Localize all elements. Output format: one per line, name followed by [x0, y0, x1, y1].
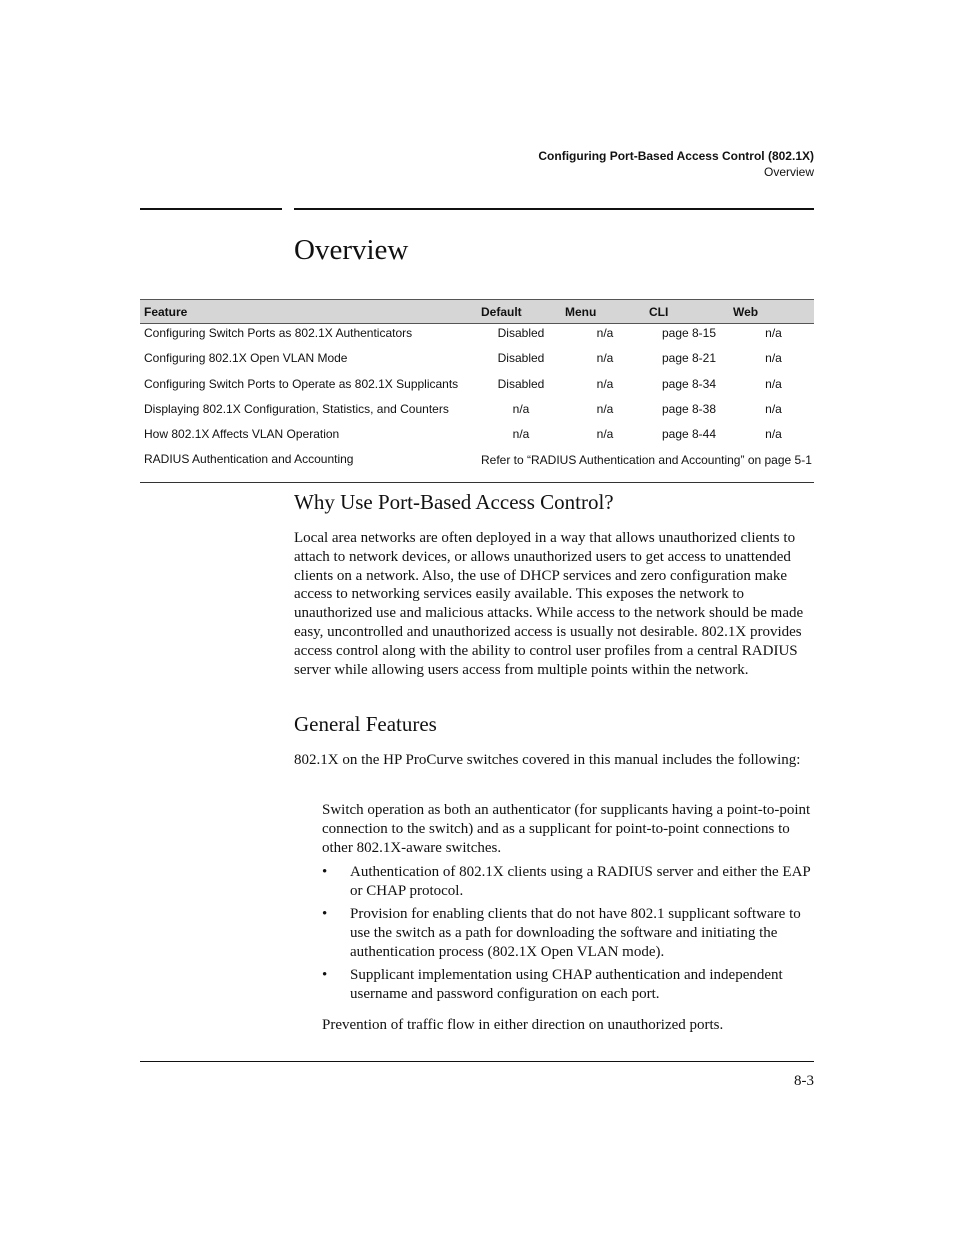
menu-cell: n/a	[596, 376, 614, 391]
cli-cell: page 8-44	[661, 427, 717, 442]
menu-cell: n/a	[596, 401, 614, 416]
feature-table	[140, 299, 814, 483]
bullet-icon: •	[322, 966, 328, 983]
default-cell: Disabled	[497, 326, 545, 340]
bullet-icon: •	[322, 864, 328, 880]
general-features-intro: 802.1X on the HP ProCurve switches covered in this manual includes the following:	[294, 752, 801, 768]
switch-operation-paragraph: Switch operation as both an authenticator (for supplicants having a point-to-point connection to the switch) and as a supplicant for point-to-point connections to other 802.1X-aware switches.	[322, 802, 811, 856]
web-cell: n/a	[765, 326, 782, 340]
chapter-title: Configuring Port-Based Access Control (802.1X)	[538, 149, 814, 163]
default-cell: n/a	[512, 401, 530, 416]
general-features-heading: General Features	[294, 712, 437, 736]
feature-cell: Configuring Switch Ports to Operate as 802.1X Supplicants	[144, 376, 459, 391]
list-item	[322, 905, 816, 961]
running-header	[538, 148, 814, 180]
feature-cell: How 802.1X Affects VLAN Operation	[144, 427, 340, 442]
cli-cell: page 8-38	[661, 401, 717, 416]
list-item-text: Supplicant implementation using CHAP authentication and independent username and password configuration on each port.	[350, 966, 783, 1002]
footer-rule	[140, 1061, 814, 1062]
default-cell: n/a	[512, 427, 530, 442]
feature-cell: Configuring 802.1X Open VLAN Mode	[144, 351, 348, 366]
table-row	[140, 450, 814, 482]
list-item-text: Authentication of 802.1X clients using a RADIUS server and either the EAP or CHAP protocol.	[350, 864, 811, 899]
table-row	[140, 349, 814, 374]
table-row	[140, 425, 814, 450]
web-cell: n/a	[765, 401, 782, 416]
feature-cell: Displaying 802.1X Configuration, Statistics, and Counters	[144, 401, 449, 416]
list-item-text: Provision for enabling clients that do not have 802.1 supplicant software to use the switch as a path for downloading the software and initiating the authentication process (802.1X Open VLAN mode).	[350, 906, 801, 960]
menu-cell: n/a	[596, 427, 614, 442]
cli-cell: page 8-34	[661, 376, 717, 391]
list-item	[322, 863, 816, 901]
web-cell: n/a	[765, 376, 782, 391]
column-header-cli: CLI	[645, 300, 729, 324]
column-header-default: Default	[477, 300, 561, 324]
menu-cell: n/a	[596, 351, 614, 366]
web-cell: n/a	[765, 351, 782, 366]
header-rule-left	[140, 208, 282, 210]
column-header-web: Web	[729, 300, 814, 324]
feature-cell: RADIUS Authentication and Accounting	[140, 450, 477, 482]
menu-cell: n/a	[596, 326, 614, 340]
page-title: Overview	[294, 234, 409, 266]
cli-cell: page 8-15	[661, 326, 717, 340]
column-header-feature: Feature	[140, 300, 477, 324]
table-row	[140, 324, 814, 350]
default-cell: Disabled	[497, 351, 545, 366]
bullet-icon: •	[322, 906, 328, 923]
web-cell: n/a	[765, 427, 782, 442]
cli-cell: page 8-21	[661, 351, 717, 366]
table-header-row	[140, 300, 814, 324]
why-heading: Why Use Port-Based Access Control?	[294, 490, 614, 514]
table-row	[140, 400, 814, 425]
prevention-paragraph: Prevention of traffic flow in either direction on unauthorized ports.	[322, 1017, 724, 1033]
list-item	[322, 966, 816, 1004]
section-title: Overview	[763, 165, 814, 179]
reference-note-cell: Refer to “RADIUS Authentication and Accounting” on page 5-1	[477, 450, 814, 482]
feature-cell: Configuring Switch Ports as 802.1X Authenticators	[144, 326, 413, 340]
page-number: 8-3	[794, 1073, 814, 1089]
header-rule-right	[294, 208, 814, 210]
column-header-menu: Menu	[561, 300, 645, 324]
why-paragraph: Local area networks are often deployed in a way that allows unauthorized clients to attach to network devices, or allows unauthorized users to get access to unattended clients on a network. Also, the use of DHCP services and zero configuration make access to networking services easily available. This exposes the network to unauthorized use and malicious attacks. While access to the network should be made easy, uncontrolled and unauthorized access is usually not desirable. 802.1X provides access control along with the ability to control user profiles from a central RADIUS server while allowing users access from multiple points within the network.	[294, 530, 804, 678]
default-cell: Disabled	[497, 376, 545, 391]
table-row	[140, 375, 814, 400]
feature-bullet-list	[322, 863, 816, 1008]
